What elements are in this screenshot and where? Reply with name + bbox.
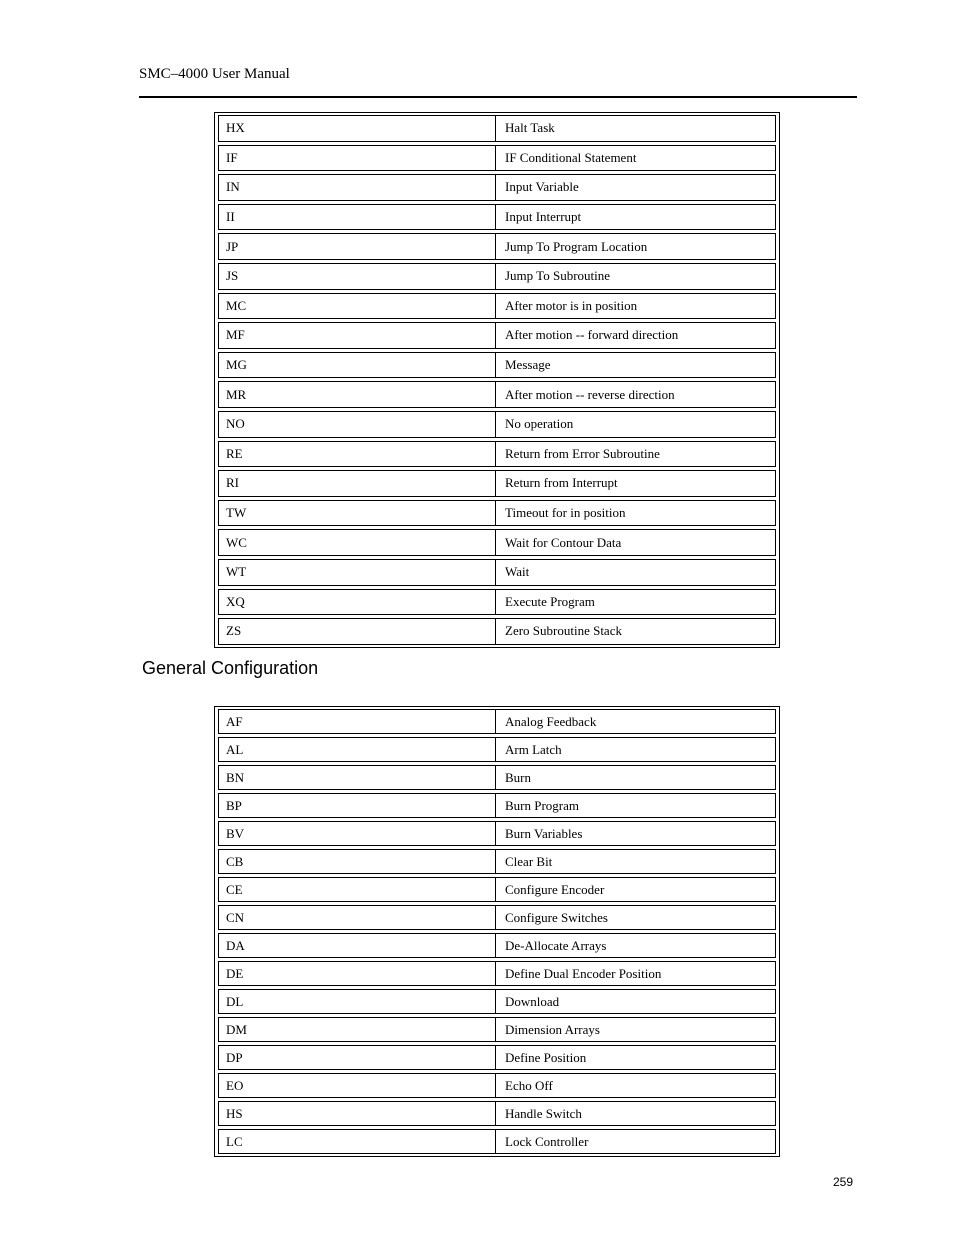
command-description: Echo Off (505, 1077, 553, 1093)
table-row (218, 293, 776, 320)
command-description: Lock Controller (505, 1133, 589, 1149)
command-code: WC (219, 530, 496, 555)
command-description: Clear Bit (505, 853, 553, 869)
command-code: JS (219, 264, 496, 289)
command-description: Return from Error Subroutine (505, 445, 660, 461)
command-code: EO (219, 1074, 496, 1097)
table-row (218, 233, 776, 260)
command-code: BV (219, 822, 496, 845)
table-row (218, 204, 776, 231)
command-code: XQ (219, 590, 496, 615)
table-row (218, 559, 776, 586)
command-description: Configure Switches (505, 909, 608, 925)
command-code: RI (219, 471, 496, 496)
table-row (218, 500, 776, 527)
command-description: De-Allocate Arrays (505, 937, 607, 953)
table-row (218, 145, 776, 172)
table-row (218, 1073, 776, 1098)
command-code: DE (219, 962, 496, 985)
table-row (218, 905, 776, 930)
command-code: MR (219, 382, 496, 407)
command-code: BP (219, 794, 496, 817)
command-code: NO (219, 412, 496, 437)
command-code: CB (219, 850, 496, 873)
table-row (218, 263, 776, 290)
table-row (218, 1017, 776, 1042)
command-description: Zero Subroutine Stack (505, 623, 622, 639)
command-description: Execute Program (505, 593, 595, 609)
command-description: Handle Switch (505, 1105, 582, 1121)
table-row (218, 849, 776, 874)
section-title: General Configuration (142, 658, 319, 678)
command-description: Jump To Program Location (505, 238, 648, 254)
command-description: Burn (505, 769, 531, 785)
header-rule (139, 96, 857, 98)
command-description: Download (505, 993, 560, 1009)
command-code: CE (219, 878, 496, 901)
command-description: Message (505, 357, 551, 373)
command-code: AL (219, 738, 496, 761)
table-row (218, 322, 776, 349)
table-row (218, 793, 776, 818)
command-description: Configure Encoder (505, 881, 605, 897)
command-description: Jump To Subroutine (505, 268, 611, 284)
command-description: Wait (505, 564, 530, 580)
command-description: Burn Variables (505, 825, 583, 841)
table-row (218, 115, 776, 142)
table-row (218, 381, 776, 408)
command-description: Burn Program (505, 797, 580, 813)
command-code: MC (219, 294, 496, 319)
command-code: ZS (219, 619, 496, 644)
command-description: Wait for Contour Data (505, 534, 622, 550)
command-code: BN (219, 766, 496, 789)
command-code: DP (219, 1046, 496, 1069)
table-row (218, 1101, 776, 1126)
command-code: HX (219, 116, 496, 141)
table-row (218, 529, 776, 556)
command-description: Define Dual Encoder Position (505, 965, 662, 981)
command-description: Return from Interrupt (505, 475, 618, 491)
command-description: Arm Latch (505, 741, 562, 757)
command-code: WT (219, 560, 496, 585)
table-row (218, 352, 776, 379)
running-header: SMC–4000 User Manual (139, 66, 290, 82)
command-code: II (219, 205, 496, 230)
command-code: DA (219, 934, 496, 957)
table-row (218, 1129, 776, 1154)
command-code: TW (219, 501, 496, 526)
command-code: HS (219, 1102, 496, 1125)
command-description: Input Variable (505, 179, 579, 195)
table-row (218, 618, 776, 645)
command-code: IF (219, 146, 496, 171)
command-table-program-flow (214, 112, 780, 648)
command-table-general-configuration (214, 706, 780, 1157)
table-row (218, 961, 776, 986)
table-row (218, 589, 776, 616)
command-code: IN (219, 175, 496, 200)
table-row (218, 709, 776, 734)
command-description: Input Interrupt (505, 209, 582, 225)
table-row (218, 765, 776, 790)
command-description: Define Position (505, 1049, 587, 1065)
table-row (218, 877, 776, 902)
command-description: Analog Feedback (505, 713, 597, 729)
table-row (218, 1045, 776, 1070)
table-row (218, 933, 776, 958)
table-row (218, 470, 776, 497)
table-row (218, 737, 776, 762)
command-code: CN (219, 906, 496, 929)
command-code: RE (219, 442, 496, 467)
command-description: Halt Task (505, 120, 555, 136)
table-row (218, 174, 776, 201)
table-row (218, 989, 776, 1014)
command-code: MG (219, 353, 496, 378)
command-description: Timeout for in position (505, 505, 626, 521)
command-description: After motion -- forward direction (505, 327, 679, 343)
command-code: AF (219, 710, 496, 733)
table-row (218, 821, 776, 846)
command-description: No operation (505, 416, 574, 432)
command-code: DM (219, 1018, 496, 1041)
command-description: After motor is in position (505, 297, 638, 313)
command-code: JP (219, 234, 496, 259)
command-description: Dimension Arrays (505, 1021, 600, 1037)
command-description: IF Conditional Statement (505, 149, 637, 165)
command-code: LC (219, 1130, 496, 1153)
table-row (218, 441, 776, 468)
table-row (218, 411, 776, 438)
command-description: After motion -- reverse direction (505, 386, 675, 402)
command-code: DL (219, 990, 496, 1013)
command-code: MF (219, 323, 496, 348)
page-number: 259 (833, 1175, 854, 1189)
